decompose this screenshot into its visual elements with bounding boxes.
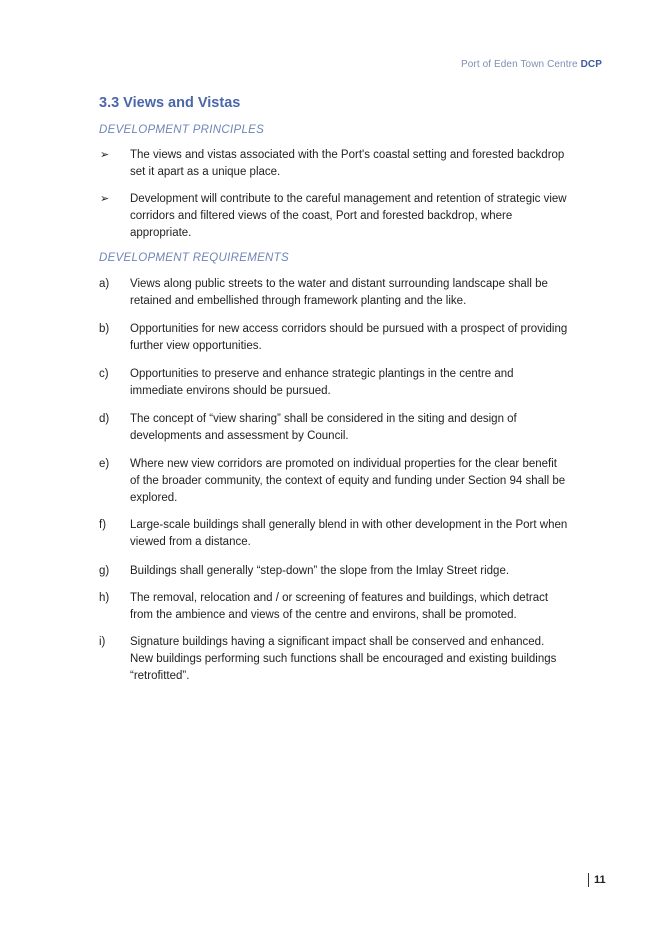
requirement-item (99, 411, 569, 445)
running-header-title: Port of Eden Town Centre (460, 59, 578, 70)
principle-item (99, 147, 569, 181)
requirement-marker: d) (99, 413, 110, 425)
requirement-item (99, 276, 569, 310)
requirement-text: Large-scale buildings shall generally blend in with other development in the Port when viewed from a distance. (130, 519, 568, 548)
requirement-item (99, 321, 569, 355)
requirement-text: Opportunities for new access corridors should be pursued with a prospect of providing further view opportunities. (130, 323, 568, 352)
requirement-text: Signature buildings having a significant impact shall be conserved and enhanced. New buildings performing such functions shall be encouraged and existing buildings “retrofitted”. (130, 636, 557, 682)
requirement-marker: f) (99, 519, 107, 531)
requirement-text: Where new view corridors are promoted on individual properties for the clear benefit of the broader community, the context of equity and funding under Section 94 shall be explored. (130, 458, 566, 504)
requirement-marker: i) (99, 636, 106, 648)
requirement-marker: b) (99, 323, 110, 335)
section-title: 3.3 Views and Vistas (99, 95, 241, 111)
principle-text: Development will contribute to the careful management and retention of strategic view corridors and filtered views of the coast, Port and forested backdrop, where appropriate. (130, 193, 567, 239)
requirement-item (99, 634, 569, 685)
requirement-text: Opportunities to preserve and enhance strategic plantings in the centre and immediate environs should be pursued. (130, 368, 514, 397)
principle-item (99, 191, 569, 242)
requirement-text: The concept of “view sharing” shall be considered in the siting and design of developments and assessment by Council. (130, 413, 517, 442)
running-header (461, 59, 602, 70)
requirements-heading: DEVELOPMENT REQUIREMENTS (99, 252, 289, 264)
requirement-item (99, 456, 569, 507)
requirement-text: Buildings shall generally “step-down” the slope from the Imlay Street ridge. (130, 565, 510, 577)
requirement-item (99, 563, 569, 580)
requirement-marker: e) (99, 458, 110, 470)
principles-heading: DEVELOPMENT PRINCIPLES (99, 124, 265, 136)
running-header-brand: DCP (580, 59, 602, 70)
bullet-arrow-icon: ➢ (100, 149, 110, 161)
requirement-marker: h) (99, 592, 110, 604)
requirement-marker: c) (99, 368, 109, 380)
requirement-marker: g) (99, 565, 110, 577)
requirement-item (99, 517, 569, 551)
requirement-marker: a) (99, 278, 110, 290)
requirement-text: Views along public streets to the water and distant surrounding landscape shall be retained and embellished through framework planting and the like. (130, 278, 548, 307)
requirement-text: The removal, relocation and / or screening of features and buildings, which detract from the ambience and views of the centre and environs, shall be promoted. (130, 592, 549, 621)
page-number: 11 (588, 873, 606, 887)
requirement-item (99, 366, 569, 400)
requirement-item (99, 590, 569, 624)
bullet-arrow-icon: ➢ (100, 193, 110, 205)
principle-text: The views and vistas associated with the Port's coastal setting and forested backdrop set it apart as a unique place. (130, 149, 565, 178)
